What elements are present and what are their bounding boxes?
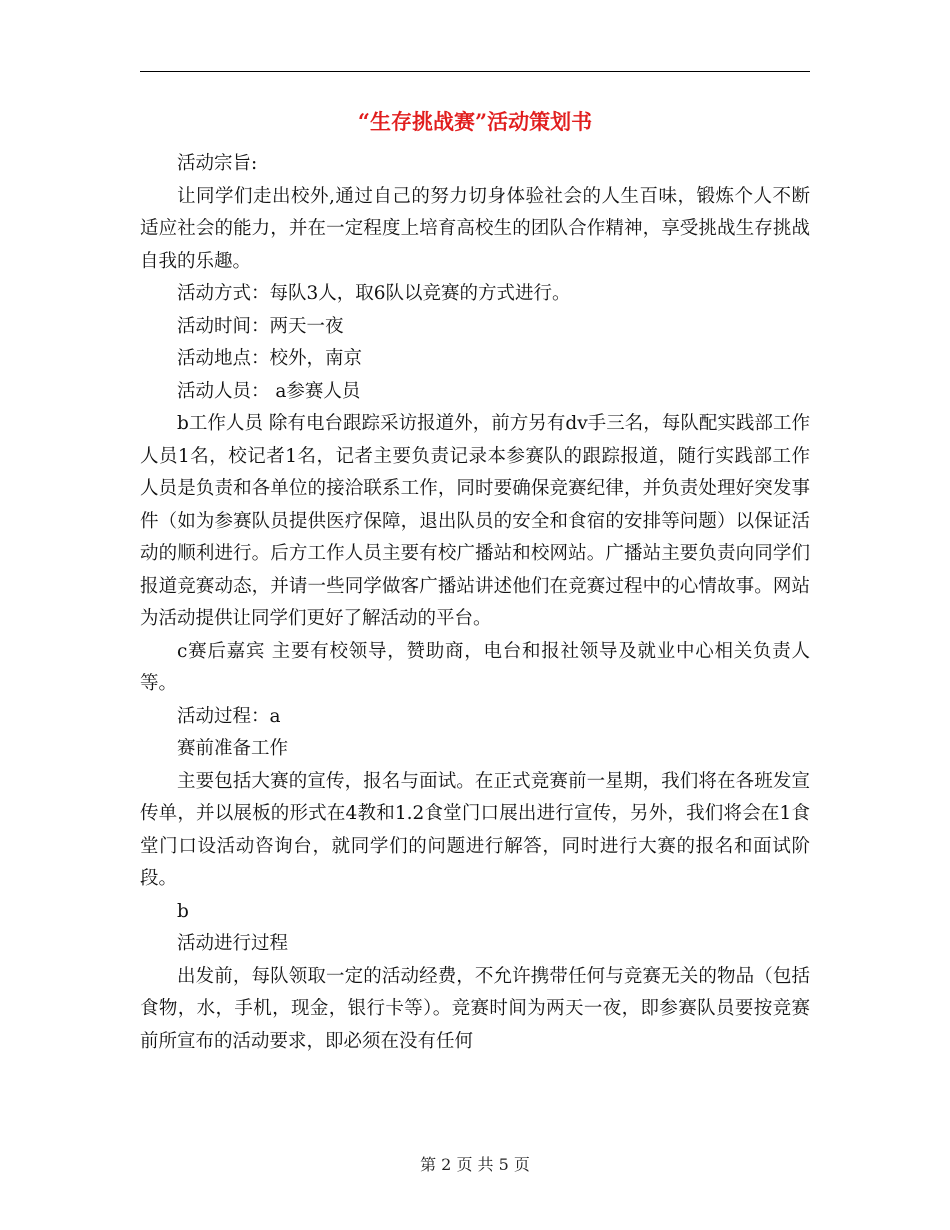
- header-rule: [140, 71, 810, 72]
- page-footer: [0, 1152, 950, 1175]
- paragraph-process: 出发前，每队领取一定的活动经费，不允许携带任何与竞赛无关的物品（包括食物，水，手机，现金，银行卡等）。竞赛时间为两天一夜，即参赛队员要按竞赛前所宣布的活动要求，即必须在没有任何: [140, 965, 810, 1052]
- page-number: 第 2 页 共 5 页: [420, 1155, 530, 1174]
- paragraph-preparation: 主要包括大赛的宣传，报名与面试。在正式竞赛前一星期，我们将在各班发宣传单，并以展板的形式在4教和1.2食堂门口展出进行宣传，另外，我们将会在1食堂门口设活动咨询台，就同学们的问题进行解答，同时进行大赛的报名和面试阶段。: [140, 770, 810, 889]
- paragraph-guests: c赛后嘉宾 主要有校领导，赞助商，电台和报社领导及就业中心相关负责人等。: [140, 640, 810, 694]
- paragraph-process-label: 活动过程：a: [177, 705, 281, 727]
- paragraph-preparation-heading: 赛前准备工作: [177, 738, 289, 759]
- paragraph-process-heading: 活动进行过程: [177, 933, 289, 954]
- paragraph-personnel: 活动人员： a参赛人员: [177, 380, 361, 402]
- paragraph-method: 活动方式：每队3人，取6队以竞赛的方式进行。: [177, 283, 571, 304]
- paragraph-purpose: 让同学们走出校外,通过自己的努力切身体验社会的人生百味，锻炼个人不断适应社会的能力，并在一定程度上培育高校生的团队合作精神，享受挑战生存挑战自我的乐趣。: [140, 185, 810, 272]
- paragraph-time: 活动时间：两天一夜: [177, 315, 344, 337]
- paragraph-b-marker: b: [177, 900, 189, 922]
- paragraph-staff: b工作人员 除有电台跟踪采访报道外，前方另有dv手三名，每队配实践部工作人员1名，校记者1名，记者主要负责记录本参赛队的跟踪报道，随行实践部工作人员是负责和各单位的接洽联系工作，同时要确保竞赛纪律，并负责处理好突发事件（如为参赛队员提供医疗保障，退出队员的安全和食宿的安排等问题）以保证活动的顺利进行。后方工作人员主要有校广播站和校网站。广播站主要负责向同学们报道竞赛动态，并请一些同学做客广播站讲述他们在竞赛过程中的心情故事。网站为活动提供让同学们更好了解活动的平台。: [140, 413, 810, 629]
- document-body: [140, 148, 810, 1058]
- document-title: “生存挑战赛”活动策划书: [357, 109, 593, 134]
- paragraph-location: 活动地点：校外，南京: [177, 348, 363, 369]
- paragraph-purpose-label: 活动宗旨:: [177, 153, 258, 174]
